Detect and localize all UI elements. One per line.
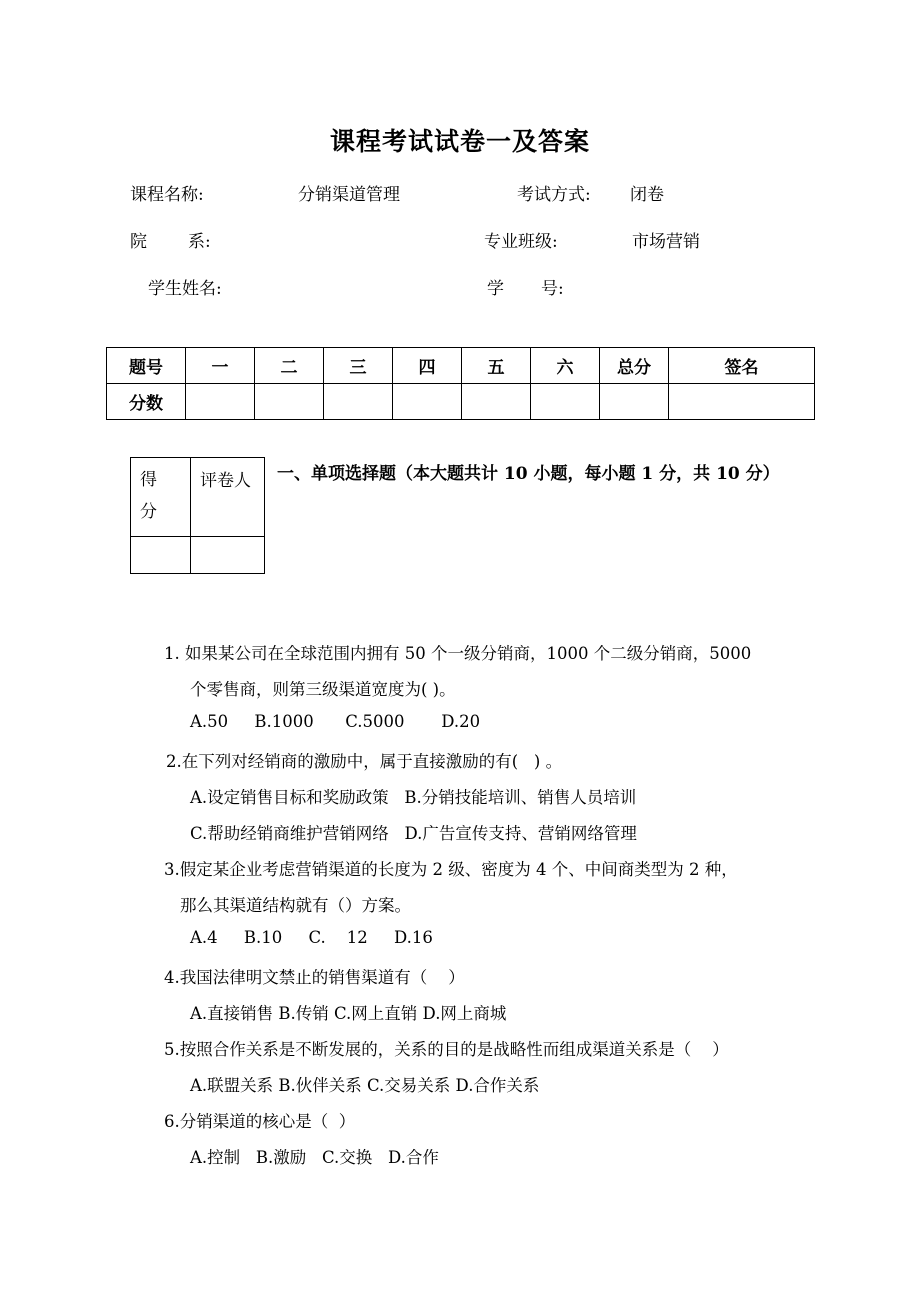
question-2-line1: 2.在下列对经销商的激励中，属于直接激励的有( ) 。 — [166, 752, 563, 771]
grader-label-cell — [191, 458, 265, 537]
grader-label: 评卷人 — [200, 471, 251, 491]
question-5-line1: 5.按照合作关系是不断发展的，关系的目的是战略性而组成渠道关系是（ ） — [164, 1040, 729, 1059]
question-6-options: A.控制 B.激励 C.交换 D.合作 — [190, 1148, 439, 1167]
question-5-options: A.联盟关系 B.伙伴关系 C.交易关系 D.合作关系 — [190, 1076, 540, 1095]
exam-mode-label: 考试方式: — [517, 185, 591, 205]
class-label: 专业班级: — [484, 232, 558, 252]
student-id-label-part2: 号: — [541, 279, 564, 299]
student-id-label-part1: 学 — [487, 279, 504, 299]
grader-entry-cell[interactable] — [191, 537, 265, 574]
department-label-part2: 系: — [188, 232, 211, 252]
question-2-options2: C.帮助经销商维护营销网络 D.广告宣传支持、营销网络管理 — [190, 824, 637, 843]
page-title: 课程考试试卷一及答案 — [329, 127, 590, 156]
header-cell-4: 四 — [393, 348, 462, 384]
score-table — [106, 347, 815, 420]
score-cell[interactable] — [255, 384, 324, 420]
header-cell-signature: 签名 — [669, 348, 815, 384]
question-3-line2: 那么其渠道结构就有（）方案。 — [180, 896, 411, 915]
section-title: 一、单项选择题（本大题共计 10 小题，每小题 1 分，共 10 分） — [277, 464, 780, 484]
question-1-line1: 1. 如果某公司在全球范围内拥有 50 个一级分销商，1000 个二级分销商，5000 — [164, 644, 752, 663]
score-cell[interactable] — [531, 384, 600, 420]
score-cell-total[interactable] — [600, 384, 669, 420]
header-cell-1: 一 — [186, 348, 255, 384]
header-cell-2: 二 — [255, 348, 324, 384]
header-cell-total: 总分 — [600, 348, 669, 384]
score-cell[interactable] — [462, 384, 531, 420]
score-table-score-row — [107, 384, 815, 420]
question-4-line1: 4.我国法律明文禁止的销售渠道有（ ） — [164, 968, 465, 987]
row-label-score: 分数 — [107, 384, 186, 420]
score-cell-signature[interactable] — [669, 384, 815, 420]
score-label-part1: 得 — [140, 470, 157, 490]
score-cell[interactable] — [324, 384, 393, 420]
department-label-part1: 院 — [130, 232, 147, 252]
score-entry-cell[interactable] — [131, 537, 191, 574]
header-cell-6: 六 — [531, 348, 600, 384]
grader-box — [130, 457, 265, 574]
question-6-line1: 6.分销渠道的核心是（ ） — [164, 1112, 356, 1131]
header-cell-3: 三 — [324, 348, 393, 384]
header-cell-question-no: 题号 — [107, 348, 186, 384]
exam-mode-value: 闭卷 — [630, 185, 664, 205]
score-label-cell — [131, 458, 191, 537]
question-4-options: A.直接销售 B.传销 C.网上直销 D.网上商城 — [190, 1004, 507, 1023]
student-name-label: 学生姓名: — [148, 279, 222, 299]
score-cell[interactable] — [186, 384, 255, 420]
course-name-label: 课程名称: — [130, 185, 204, 205]
question-3-options: A.4 B.10 C. 12 D.16 — [190, 928, 433, 947]
score-table-header-row — [107, 348, 815, 384]
score-cell[interactable] — [393, 384, 462, 420]
course-name-value: 分销渠道管理 — [298, 185, 400, 205]
class-value: 市场营销 — [632, 232, 700, 252]
question-1-options: A.50 B.1000 C.5000 D.20 — [190, 712, 481, 731]
score-label-part2: 分 — [140, 502, 157, 522]
question-1-line2: 个零售商，则第三级渠道宽度为( )。 — [190, 680, 456, 699]
header-cell-5: 五 — [462, 348, 531, 384]
question-2-options: A.设定销售目标和奖励政策 B.分销技能培训、销售人员培训 — [190, 788, 637, 807]
question-3-line1: 3.假定某企业考虑营销渠道的长度为 2 级、密度为 4 个、中间商类型为 2 种， — [164, 860, 738, 879]
